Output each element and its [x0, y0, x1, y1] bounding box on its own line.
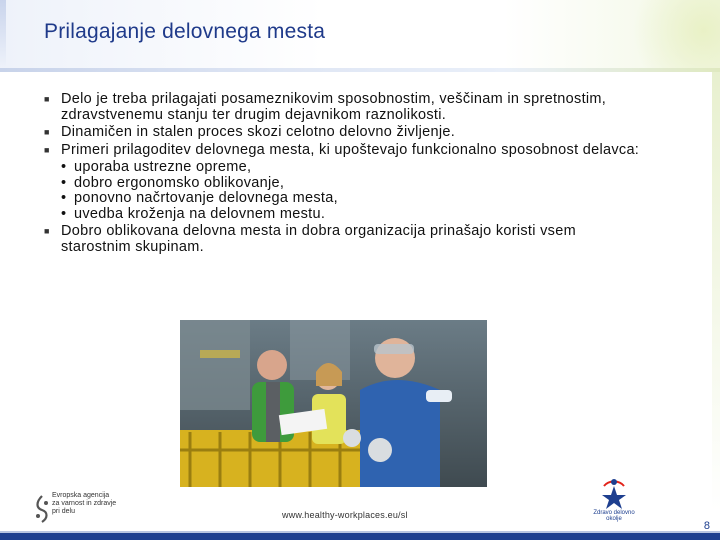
- sub-bullet-dot-icon: •: [61, 174, 67, 191]
- bullet-list: [44, 92, 644, 257]
- agency-logo: [34, 492, 124, 526]
- sub-bullet-item: [44, 160, 644, 176]
- sub-bullet-text: ponovno načrtovanje delovnega mesta,: [74, 190, 338, 206]
- agency-name-line: Evropska agencija: [52, 492, 110, 499]
- campaign-logo: [586, 476, 642, 520]
- bullet-item: [44, 92, 644, 123]
- agency-name-line: za varnost in zdravje: [52, 500, 117, 507]
- campaign-label: Zdravo delovno okolje: [593, 510, 635, 522]
- bullet-marker-icon: ■: [44, 127, 50, 137]
- right-edge-accent: [712, 72, 720, 512]
- bullet-marker-icon: ■: [44, 144, 50, 155]
- workplace-photo-illustration: [180, 320, 487, 487]
- page-number: 8: [703, 520, 710, 532]
- sub-bullet-text: uvedba kroženja na delovnem mestu.: [74, 205, 326, 222]
- bullet-item: [44, 224, 644, 255]
- campaign-star-icon: [586, 476, 642, 510]
- bullet-marker-icon: ■: [44, 94, 50, 104]
- sub-bullet-item: [44, 191, 644, 207]
- sub-bullet-dot-icon: •: [61, 205, 67, 222]
- sub-bullet-item: [44, 207, 644, 223]
- agency-emblem-icon: [34, 494, 50, 524]
- bullet-marker-icon: ■: [44, 226, 50, 236]
- sub-bullet-item: [44, 176, 644, 192]
- bullet-text: Delo je treba prilagajati posameznikovim sposobnostim, veščinam in spretnostim, zdravstvenemu stanju ter drugim dejavnikom raznolikosti.: [61, 91, 607, 123]
- header-left-accent: [0, 0, 6, 68]
- bullet-item: [44, 143, 644, 159]
- slide-title: Prilagajanje delovnega mesta: [44, 20, 326, 43]
- slide-header: [0, 0, 720, 68]
- header-right-glow: [610, 0, 720, 68]
- sub-bullet-text: dobro ergonomsko oblikovanje,: [74, 174, 285, 191]
- workplace-photo: [180, 320, 487, 487]
- agency-name-line: pri delu: [52, 508, 75, 515]
- header-divider: [0, 68, 720, 72]
- footer-url: www.healthy-workplaces.eu/sl: [282, 510, 408, 520]
- footer-bar: [0, 533, 720, 540]
- bullet-item: [44, 125, 644, 141]
- bullet-text: Dinamičen in stalen proces skozi celotno delovno življenje.: [61, 124, 456, 140]
- bullet-text: Primeri prilagoditev delovnega mesta, ki upoštevajo funkcionalno sposobnost delavca:: [61, 141, 640, 158]
- sub-bullet-dot-icon: •: [61, 159, 67, 175]
- bullet-text: Dobro oblikovana delovna mesta in dobra organizacija prinašajo koristi vsem starostnim skupinam.: [61, 223, 576, 255]
- sub-bullet-text: uporaba ustrezne opreme,: [74, 159, 252, 175]
- agency-name: [52, 492, 116, 516]
- sub-bullet-dot-icon: •: [61, 190, 67, 206]
